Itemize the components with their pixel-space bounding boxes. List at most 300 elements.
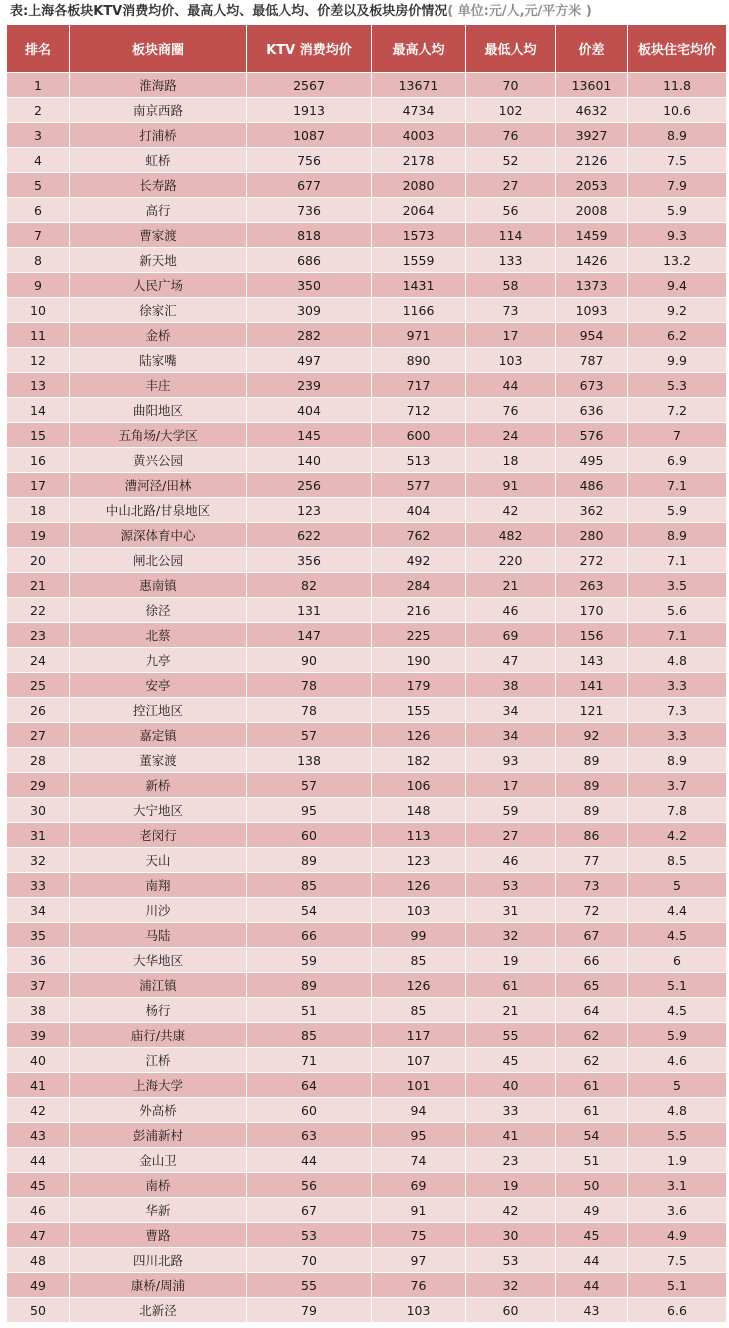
cell-ktv-avg: 309 xyxy=(247,298,372,323)
table-row xyxy=(7,1073,727,1098)
cell-ktv-avg: 79 xyxy=(247,1298,372,1323)
cell-min: 52 xyxy=(466,148,556,173)
cell-rank: 25 xyxy=(7,673,70,698)
cell-min: 27 xyxy=(466,173,556,198)
cell-rank: 32 xyxy=(7,848,70,873)
cell-min: 33 xyxy=(466,1098,556,1123)
cell-min: 46 xyxy=(466,598,556,623)
cell-rank: 3 xyxy=(7,123,70,148)
cell-max: 1431 xyxy=(372,273,466,298)
cell-rank: 17 xyxy=(7,473,70,498)
cell-ktv-avg: 82 xyxy=(247,573,372,598)
cell-min: 30 xyxy=(466,1223,556,1248)
cell-ktv-avg: 78 xyxy=(247,673,372,698)
table-row xyxy=(7,1298,727,1323)
cell-housing: 4.6 xyxy=(628,1048,727,1073)
cell-rank: 21 xyxy=(7,573,70,598)
cell-max: 513 xyxy=(372,448,466,473)
cell-ktv-avg: 53 xyxy=(247,1223,372,1248)
cell-ktv-avg: 1913 xyxy=(247,98,372,123)
cell-rank: 48 xyxy=(7,1248,70,1273)
cell-gap: 954 xyxy=(556,323,628,348)
cell-min: 32 xyxy=(466,1273,556,1298)
table-row xyxy=(7,523,727,548)
cell-housing: 5.1 xyxy=(628,973,727,998)
cell-max: 190 xyxy=(372,648,466,673)
cell-district: 嘉定镇 xyxy=(70,723,247,748)
cell-min: 45 xyxy=(466,1048,556,1073)
table-row xyxy=(7,673,727,698)
cell-ktv-avg: 89 xyxy=(247,848,372,873)
cell-min: 17 xyxy=(466,323,556,348)
unit-note: ( 单位:元/人,元/平方米 ) xyxy=(447,4,592,19)
cell-rank: 44 xyxy=(7,1148,70,1173)
cell-max: 216 xyxy=(372,598,466,623)
header-district: 板块商圈 xyxy=(70,25,247,73)
cell-max: 91 xyxy=(372,1198,466,1223)
cell-housing: 7.5 xyxy=(628,148,727,173)
header-price-gap: 价差 xyxy=(556,25,628,73)
cell-district: 陆家嘴 xyxy=(70,348,247,373)
cell-housing: 5.9 xyxy=(628,1023,727,1048)
cell-gap: 51 xyxy=(556,1148,628,1173)
cell-min: 47 xyxy=(466,648,556,673)
cell-min: 38 xyxy=(466,673,556,698)
table-row xyxy=(7,548,727,573)
cell-ktv-avg: 64 xyxy=(247,1073,372,1098)
table-row xyxy=(7,798,727,823)
cell-rank: 19 xyxy=(7,523,70,548)
cell-max: 2178 xyxy=(372,148,466,173)
cell-max: 712 xyxy=(372,398,466,423)
table-row xyxy=(7,1098,727,1123)
cell-district: 闸北公园 xyxy=(70,548,247,573)
table-row xyxy=(7,148,727,173)
cell-ktv-avg: 138 xyxy=(247,748,372,773)
cell-gap: 121 xyxy=(556,698,628,723)
table-row xyxy=(7,623,727,648)
cell-housing: 3.3 xyxy=(628,723,727,748)
cell-gap: 1373 xyxy=(556,273,628,298)
cell-district: 金桥 xyxy=(70,323,247,348)
cell-district: 打浦桥 xyxy=(70,123,247,148)
table-row xyxy=(7,373,727,398)
cell-ktv-avg: 54 xyxy=(247,898,372,923)
cell-max: 95 xyxy=(372,1123,466,1148)
table-row xyxy=(7,1023,727,1048)
cell-max: 85 xyxy=(372,948,466,973)
cell-gap: 576 xyxy=(556,423,628,448)
cell-max: 179 xyxy=(372,673,466,698)
cell-rank: 16 xyxy=(7,448,70,473)
cell-min: 41 xyxy=(466,1123,556,1148)
cell-gap: 89 xyxy=(556,773,628,798)
cell-ktv-avg: 145 xyxy=(247,423,372,448)
table-row xyxy=(7,773,727,798)
table-title xyxy=(10,2,592,22)
cell-district: 康桥/周浦 xyxy=(70,1273,247,1298)
table-row xyxy=(7,598,727,623)
ktv-price-table xyxy=(6,24,727,1323)
cell-gap: 61 xyxy=(556,1073,628,1098)
cell-district: 淮海路 xyxy=(70,73,247,98)
cell-district: 马陆 xyxy=(70,923,247,948)
cell-max: 126 xyxy=(372,973,466,998)
cell-rank: 5 xyxy=(7,173,70,198)
cell-district: 大宁地区 xyxy=(70,798,247,823)
cell-rank: 26 xyxy=(7,698,70,723)
cell-housing: 4.8 xyxy=(628,1098,727,1123)
cell-rank: 38 xyxy=(7,998,70,1023)
cell-rank: 29 xyxy=(7,773,70,798)
table-row xyxy=(7,748,727,773)
cell-ktv-avg: 677 xyxy=(247,173,372,198)
cell-max: 1573 xyxy=(372,223,466,248)
cell-housing: 3.3 xyxy=(628,673,727,698)
cell-rank: 2 xyxy=(7,98,70,123)
cell-min: 53 xyxy=(466,1248,556,1273)
cell-district: 曹家渡 xyxy=(70,223,247,248)
cell-min: 19 xyxy=(466,1173,556,1198)
cell-ktv-avg: 85 xyxy=(247,873,372,898)
cell-rank: 49 xyxy=(7,1273,70,1298)
table-row xyxy=(7,823,727,848)
cell-min: 93 xyxy=(466,748,556,773)
cell-district: 大华地区 xyxy=(70,948,247,973)
table-row xyxy=(7,248,727,273)
table-row xyxy=(7,923,727,948)
cell-district: 杨行 xyxy=(70,998,247,1023)
table-row xyxy=(7,973,727,998)
cell-min: 482 xyxy=(466,523,556,548)
cell-housing: 5.3 xyxy=(628,373,727,398)
cell-ktv-avg: 78 xyxy=(247,698,372,723)
cell-ktv-avg: 2567 xyxy=(247,73,372,98)
cell-district: 老闵行 xyxy=(70,823,247,848)
cell-rank: 6 xyxy=(7,198,70,223)
cell-min: 61 xyxy=(466,973,556,998)
table-row xyxy=(7,648,727,673)
cell-min: 55 xyxy=(466,1023,556,1048)
cell-gap: 486 xyxy=(556,473,628,498)
cell-ktv-avg: 55 xyxy=(247,1273,372,1298)
cell-housing: 11.8 xyxy=(628,73,727,98)
cell-ktv-avg: 66 xyxy=(247,923,372,948)
cell-ktv-avg: 356 xyxy=(247,548,372,573)
cell-gap: 62 xyxy=(556,1023,628,1048)
cell-housing: 5.5 xyxy=(628,1123,727,1148)
cell-district: 中山北路/甘泉地区 xyxy=(70,498,247,523)
cell-min: 102 xyxy=(466,98,556,123)
cell-rank: 11 xyxy=(7,323,70,348)
table-row xyxy=(7,123,727,148)
header-housing-avg: 板块住宅均价 xyxy=(628,25,727,73)
cell-housing: 3.5 xyxy=(628,573,727,598)
cell-ktv-avg: 57 xyxy=(247,723,372,748)
cell-housing: 9.9 xyxy=(628,348,727,373)
cell-min: 27 xyxy=(466,823,556,848)
cell-district: 四川北路 xyxy=(70,1248,247,1273)
table-row xyxy=(7,1123,727,1148)
cell-max: 103 xyxy=(372,1298,466,1323)
header-ktv-avg: KTV 消费均价 xyxy=(247,25,372,73)
cell-district: 北新泾 xyxy=(70,1298,247,1323)
cell-housing: 8.9 xyxy=(628,123,727,148)
cell-min: 40 xyxy=(466,1073,556,1098)
table-body xyxy=(7,73,727,1323)
cell-max: 97 xyxy=(372,1248,466,1273)
cell-gap: 73 xyxy=(556,873,628,898)
cell-rank: 33 xyxy=(7,873,70,898)
table-row xyxy=(7,898,727,923)
cell-max: 890 xyxy=(372,348,466,373)
table-row xyxy=(7,573,727,598)
cell-rank: 31 xyxy=(7,823,70,848)
cell-ktv-avg: 90 xyxy=(247,648,372,673)
cell-min: 53 xyxy=(466,873,556,898)
cell-ktv-avg: 85 xyxy=(247,1023,372,1048)
cell-min: 17 xyxy=(466,773,556,798)
cell-gap: 280 xyxy=(556,523,628,548)
table-row xyxy=(7,848,727,873)
cell-ktv-avg: 60 xyxy=(247,823,372,848)
cell-gap: 263 xyxy=(556,573,628,598)
cell-max: 123 xyxy=(372,848,466,873)
cell-rank: 43 xyxy=(7,1123,70,1148)
cell-gap: 64 xyxy=(556,998,628,1023)
cell-rank: 37 xyxy=(7,973,70,998)
cell-district: 北蔡 xyxy=(70,623,247,648)
cell-rank: 15 xyxy=(7,423,70,448)
cell-district: 上海大学 xyxy=(70,1073,247,1098)
cell-max: 1559 xyxy=(372,248,466,273)
cell-min: 114 xyxy=(466,223,556,248)
cell-ktv-avg: 56 xyxy=(247,1173,372,1198)
cell-housing: 1.9 xyxy=(628,1148,727,1173)
cell-rank: 13 xyxy=(7,373,70,398)
cell-housing: 4.8 xyxy=(628,648,727,673)
cell-min: 220 xyxy=(466,548,556,573)
cell-gap: 156 xyxy=(556,623,628,648)
cell-min: 103 xyxy=(466,348,556,373)
cell-housing: 9.2 xyxy=(628,298,727,323)
cell-ktv-avg: 256 xyxy=(247,473,372,498)
cell-gap: 787 xyxy=(556,348,628,373)
cell-rank: 42 xyxy=(7,1098,70,1123)
cell-rank: 30 xyxy=(7,798,70,823)
cell-min: 18 xyxy=(466,448,556,473)
header-rank: 排名 xyxy=(7,25,70,73)
cell-max: 107 xyxy=(372,1048,466,1073)
cell-housing: 7.9 xyxy=(628,173,727,198)
cell-max: 4734 xyxy=(372,98,466,123)
cell-gap: 4632 xyxy=(556,98,628,123)
cell-min: 73 xyxy=(466,298,556,323)
cell-ktv-avg: 350 xyxy=(247,273,372,298)
cell-gap: 170 xyxy=(556,598,628,623)
cell-gap: 495 xyxy=(556,448,628,473)
cell-housing: 5 xyxy=(628,1073,727,1098)
cell-ktv-avg: 497 xyxy=(247,348,372,373)
cell-gap: 72 xyxy=(556,898,628,923)
cell-gap: 77 xyxy=(556,848,628,873)
cell-rank: 22 xyxy=(7,598,70,623)
cell-housing: 7.2 xyxy=(628,398,727,423)
cell-ktv-avg: 123 xyxy=(247,498,372,523)
cell-district: 庙行/共康 xyxy=(70,1023,247,1048)
header-min-per-person: 最低人均 xyxy=(466,25,556,73)
cell-gap: 141 xyxy=(556,673,628,698)
cell-gap: 636 xyxy=(556,398,628,423)
table-row xyxy=(7,698,727,723)
cell-min: 76 xyxy=(466,398,556,423)
cell-max: 600 xyxy=(372,423,466,448)
cell-district: 川沙 xyxy=(70,898,247,923)
cell-gap: 1093 xyxy=(556,298,628,323)
cell-housing: 4.5 xyxy=(628,923,727,948)
cell-gap: 45 xyxy=(556,1223,628,1248)
cell-district: 惠南镇 xyxy=(70,573,247,598)
cell-housing: 5.6 xyxy=(628,598,727,623)
cell-max: 126 xyxy=(372,723,466,748)
cell-district: 南桥 xyxy=(70,1173,247,1198)
table-row xyxy=(7,873,727,898)
cell-district: 黄兴公园 xyxy=(70,448,247,473)
cell-rank: 1 xyxy=(7,73,70,98)
cell-max: 113 xyxy=(372,823,466,848)
cell-gap: 89 xyxy=(556,748,628,773)
cell-rank: 28 xyxy=(7,748,70,773)
cell-ktv-avg: 67 xyxy=(247,1198,372,1223)
table-row xyxy=(7,273,727,298)
cell-ktv-avg: 818 xyxy=(247,223,372,248)
cell-housing: 3.6 xyxy=(628,1198,727,1223)
cell-min: 34 xyxy=(466,723,556,748)
cell-gap: 673 xyxy=(556,373,628,398)
cell-housing: 7.5 xyxy=(628,1248,727,1273)
cell-min: 76 xyxy=(466,123,556,148)
cell-max: 762 xyxy=(372,523,466,548)
cell-max: 492 xyxy=(372,548,466,573)
table-row xyxy=(7,1173,727,1198)
cell-district: 安亭 xyxy=(70,673,247,698)
cell-max: 182 xyxy=(372,748,466,773)
cell-district: 源深体育中心 xyxy=(70,523,247,548)
cell-min: 34 xyxy=(466,698,556,723)
cell-min: 23 xyxy=(466,1148,556,1173)
cell-district: 新桥 xyxy=(70,773,247,798)
cell-min: 19 xyxy=(466,948,556,973)
cell-rank: 9 xyxy=(7,273,70,298)
cell-district: 五角场/大学区 xyxy=(70,423,247,448)
cell-min: 42 xyxy=(466,498,556,523)
cell-housing: 4.9 xyxy=(628,1223,727,1248)
cell-district: 漕河泾/田林 xyxy=(70,473,247,498)
cell-min: 24 xyxy=(466,423,556,448)
cell-min: 31 xyxy=(466,898,556,923)
cell-district: 江桥 xyxy=(70,1048,247,1073)
cell-min: 44 xyxy=(466,373,556,398)
cell-ktv-avg: 71 xyxy=(247,1048,372,1073)
cell-gap: 54 xyxy=(556,1123,628,1148)
cell-district: 华新 xyxy=(70,1198,247,1223)
table-row xyxy=(7,498,727,523)
cell-gap: 61 xyxy=(556,1098,628,1123)
cell-gap: 3927 xyxy=(556,123,628,148)
cell-housing: 10.6 xyxy=(628,98,727,123)
cell-max: 717 xyxy=(372,373,466,398)
cell-district: 南翔 xyxy=(70,873,247,898)
cell-district: 长寿路 xyxy=(70,173,247,198)
cell-housing: 7.1 xyxy=(628,623,727,648)
cell-max: 2080 xyxy=(372,173,466,198)
cell-max: 148 xyxy=(372,798,466,823)
table-row xyxy=(7,473,727,498)
cell-housing: 6.9 xyxy=(628,448,727,473)
cell-rank: 24 xyxy=(7,648,70,673)
cell-ktv-avg: 51 xyxy=(247,998,372,1023)
cell-rank: 8 xyxy=(7,248,70,273)
cell-housing: 7.1 xyxy=(628,548,727,573)
table-row xyxy=(7,98,727,123)
cell-ktv-avg: 60 xyxy=(247,1098,372,1123)
cell-min: 32 xyxy=(466,923,556,948)
cell-rank: 41 xyxy=(7,1073,70,1098)
cell-gap: 1426 xyxy=(556,248,628,273)
cell-gap: 143 xyxy=(556,648,628,673)
cell-max: 75 xyxy=(372,1223,466,1248)
cell-rank: 40 xyxy=(7,1048,70,1073)
table-row xyxy=(7,348,727,373)
title-text: 表:上海各板块KTV消费均价、最高人均、最低人均、价差以及板块房价情况 xyxy=(10,4,448,19)
cell-district: 彭浦新村 xyxy=(70,1123,247,1148)
cell-rank: 12 xyxy=(7,348,70,373)
cell-ktv-avg: 756 xyxy=(247,148,372,173)
table-row xyxy=(7,1148,727,1173)
cell-min: 133 xyxy=(466,248,556,273)
cell-housing: 6 xyxy=(628,948,727,973)
cell-min: 69 xyxy=(466,623,556,648)
cell-max: 404 xyxy=(372,498,466,523)
cell-gap: 86 xyxy=(556,823,628,848)
cell-ktv-avg: 622 xyxy=(247,523,372,548)
cell-min: 46 xyxy=(466,848,556,873)
cell-min: 60 xyxy=(466,1298,556,1323)
cell-gap: 62 xyxy=(556,1048,628,1073)
table-row xyxy=(7,1273,727,1298)
cell-housing: 7.3 xyxy=(628,698,727,723)
cell-max: 13671 xyxy=(372,73,466,98)
cell-district: 董家渡 xyxy=(70,748,247,773)
cell-district: 浦江镇 xyxy=(70,973,247,998)
cell-gap: 50 xyxy=(556,1173,628,1198)
table-row xyxy=(7,173,727,198)
header-row xyxy=(7,25,727,73)
cell-housing: 7 xyxy=(628,423,727,448)
cell-rank: 18 xyxy=(7,498,70,523)
table-row xyxy=(7,298,727,323)
cell-housing: 5.1 xyxy=(628,1273,727,1298)
table-row xyxy=(7,398,727,423)
table-row xyxy=(7,723,727,748)
cell-housing: 3.7 xyxy=(628,773,727,798)
cell-district: 人民广场 xyxy=(70,273,247,298)
cell-housing: 9.4 xyxy=(628,273,727,298)
cell-rank: 14 xyxy=(7,398,70,423)
cell-min: 59 xyxy=(466,798,556,823)
cell-rank: 34 xyxy=(7,898,70,923)
table-row xyxy=(7,1198,727,1223)
